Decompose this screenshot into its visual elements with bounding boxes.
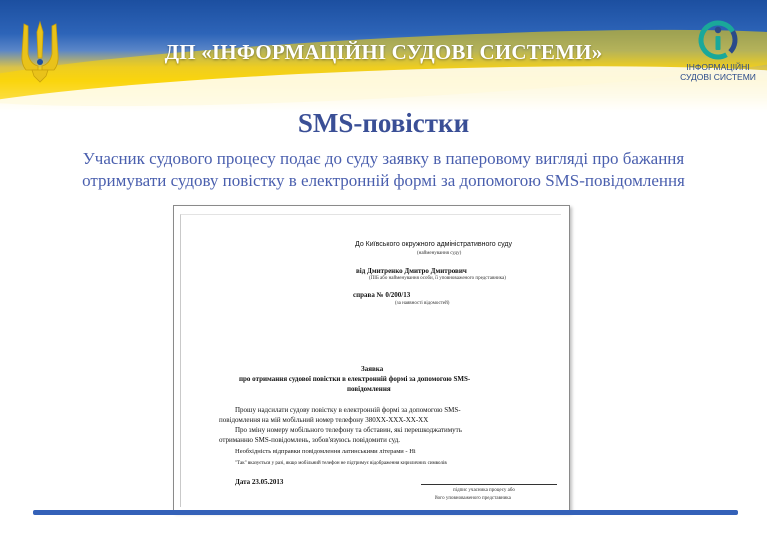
doc-case-hint: (за наявності відомостей) xyxy=(395,301,450,306)
doc-footnote: "Так" вказується у разі, якщо мобільний телефон не підтримує відображення кириличних символів xyxy=(235,461,447,466)
subtitle-line2: отримувати судову повістку в електронній формі за допомогою SMS-повідомлення xyxy=(82,171,685,190)
doc-heading1: Заявка xyxy=(361,365,384,373)
doc-from-hint: (ПІБ або найменування особи, її уповноваженого представника) xyxy=(369,276,506,281)
doc-para1b: повідомлення на мій мобільний номер телефону 380ХХ-ХХХ-ХХ-ХХ xyxy=(219,416,429,424)
logo-text xyxy=(676,62,760,82)
doc-case-label: справа № 0/200/13 xyxy=(353,291,411,299)
logo-text-line2: СУДОВІ СИСТЕМИ xyxy=(680,72,756,82)
doc-court-hint: (найменування суду) xyxy=(417,251,462,256)
bottom-divider xyxy=(33,510,738,515)
slide-subtitle xyxy=(20,148,747,192)
header-title: ДП «ІНФОРМАЦІЙНІ СУДОВІ СИСТЕМИ» xyxy=(164,40,603,64)
doc-para1a: Прошу надсилати судову повістку в електронній формі за допомогою SMS- xyxy=(235,406,461,414)
doc-heading3: повідомлення xyxy=(347,385,391,393)
doc-date: Дата 23.05.2013 xyxy=(235,478,284,486)
doc-para2b: отриманню SMS-повідомлень, зобов'язуюсь повідомити суд. xyxy=(219,436,401,444)
doc-sign-hint2: його уповноваженого представника xyxy=(435,496,511,501)
subtitle-line1: Учасник судового процесу подає до суду заявку в паперовому вигляді про бажання xyxy=(82,149,685,168)
document-page xyxy=(180,214,561,507)
doc-signature-line xyxy=(421,484,557,485)
doc-court-line xyxy=(355,241,512,248)
logo-text-line1: ІНФОРМАЦІЙНІ xyxy=(686,62,750,72)
slide-title: SMS-повістки xyxy=(297,108,470,138)
doc-heading2: про отримання судової повістки в електронній формі за допомогою SMS- xyxy=(239,375,471,383)
doc-para2a: Про зміну номеру мобільного телефону та обставин, які перешкоджатимуть xyxy=(235,426,462,434)
doc-court-prefix: До xyxy=(355,241,366,248)
doc-from-line xyxy=(356,267,467,275)
doc-from-name: Дмитренко Дмитро Дмитрович xyxy=(367,267,467,275)
doc-court-name: Київського окружного адміністративного суду xyxy=(365,241,512,248)
doc-sign-hint1: підпис учасника процесу або xyxy=(453,488,515,493)
request-document xyxy=(173,205,570,512)
doc-latin-line: Необхідність відправки повідомлення латинськими літерами - Ні xyxy=(235,448,416,455)
doc-from-prefix: від xyxy=(356,267,368,275)
